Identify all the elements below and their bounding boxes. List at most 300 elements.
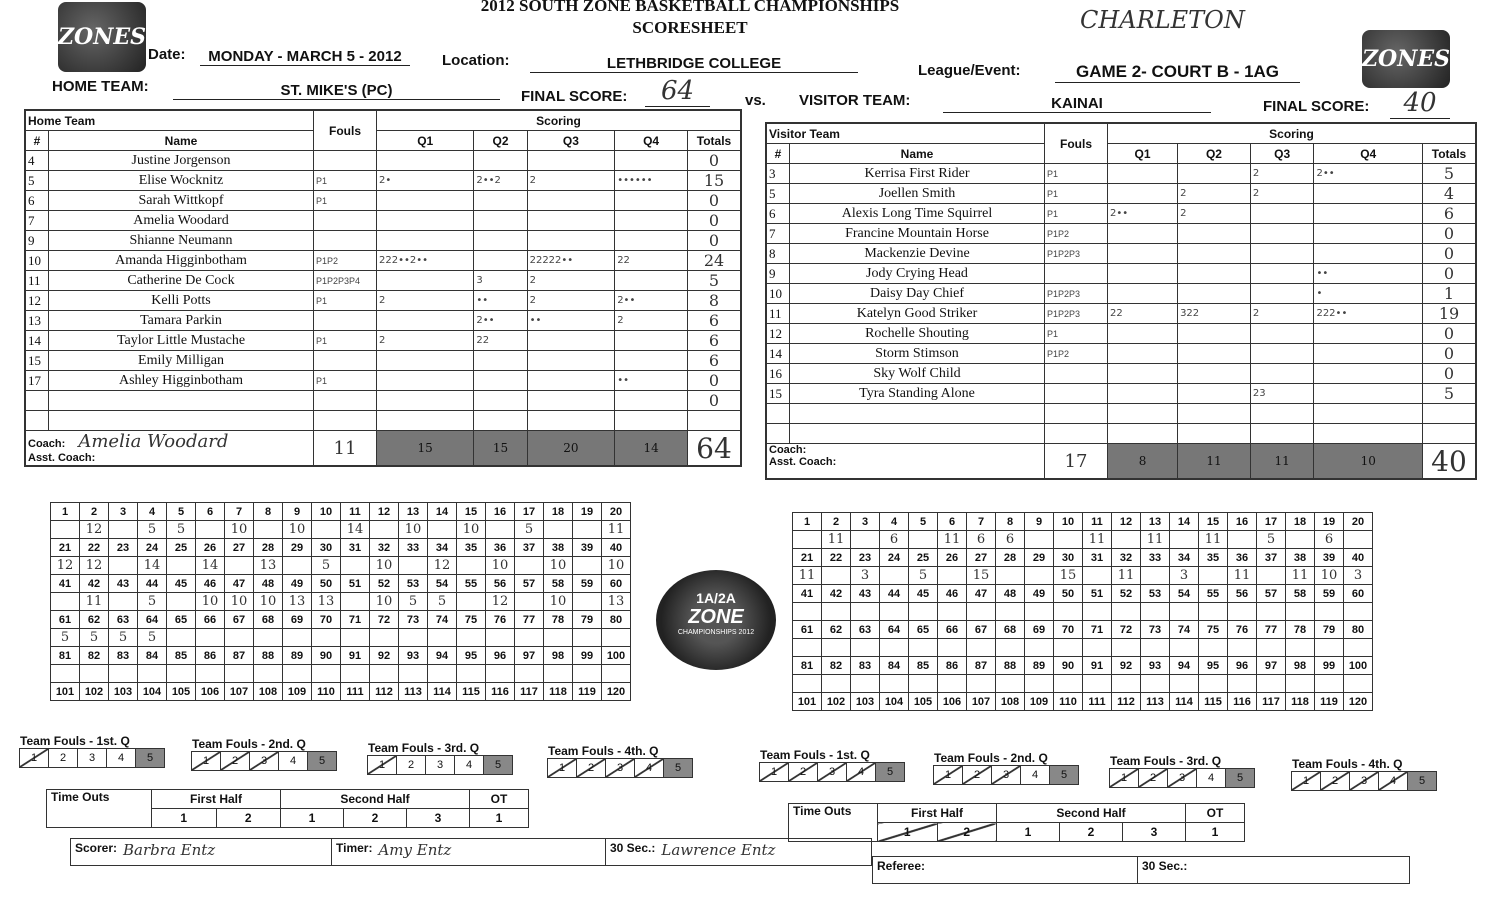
visitor-team-foul-box[interactable]: 2: [1138, 768, 1168, 788]
visitor-team-foul-box[interactable]: 5: [1225, 768, 1255, 788]
running-home-running-mark[interactable]: [486, 629, 515, 647]
running-home-running-mark[interactable]: [486, 665, 515, 683]
running-home-running-mark[interactable]: 12: [80, 521, 109, 539]
running-visitor-running-mark[interactable]: [938, 639, 967, 657]
running-visitor-running-mark[interactable]: 11: [938, 531, 967, 549]
running-home-running-mark[interactable]: 10: [457, 521, 486, 539]
home-player-total: 0: [688, 211, 741, 231]
referee-field[interactable]: [873, 857, 1138, 883]
running-home-running-mark[interactable]: 12: [486, 593, 515, 611]
visitor-fouls-header: Fouls: [1045, 124, 1108, 164]
visitor-to-fh-2[interactable]: 2: [937, 823, 997, 842]
visitor-player-q2: [1178, 224, 1251, 244]
home-to-ot-1[interactable]: 1: [470, 809, 529, 828]
shot-clock-2-field[interactable]: [1138, 857, 1406, 883]
running-visitor-running-mark[interactable]: 6: [996, 531, 1025, 549]
running-visitor-running-mark[interactable]: [1344, 531, 1373, 549]
visitor-team-foul-box[interactable]: 3: [1167, 768, 1197, 788]
running-home-running-mark[interactable]: [254, 521, 283, 539]
running-home-running-mark[interactable]: [312, 629, 341, 647]
visitor-team-foul-box[interactable]: 1: [1291, 771, 1321, 791]
running-visitor-running-mark[interactable]: [793, 531, 822, 549]
running-home-running-mark[interactable]: [544, 629, 573, 647]
running-visitor-running-mark[interactable]: [967, 603, 996, 621]
running-visitor-running-mark[interactable]: [909, 531, 938, 549]
visitor-to-sh-1[interactable]: 1: [997, 823, 1060, 842]
running-visitor-running-mark[interactable]: [1112, 603, 1141, 621]
running-visitor-running-mark[interactable]: [967, 675, 996, 693]
running-home-running-mark[interactable]: 10: [370, 593, 399, 611]
running-visitor-running-mark[interactable]: [967, 639, 996, 657]
running-visitor-running-mark[interactable]: 15: [1054, 567, 1083, 585]
visitor-to-ot-1[interactable]: 1: [1186, 823, 1245, 842]
home-player-q1: [377, 151, 474, 171]
running-home-running-mark[interactable]: [138, 665, 167, 683]
running-home-running-mark[interactable]: [457, 557, 486, 575]
running-visitor-running-mark[interactable]: [938, 603, 967, 621]
running-home-running-mark[interactable]: 5: [399, 593, 428, 611]
visitor-player-name: Rochelle Shouting: [790, 324, 1045, 344]
running-home-running-mark[interactable]: [196, 629, 225, 647]
timer-field[interactable]: [332, 839, 606, 865]
running-home-running-mark[interactable]: [196, 665, 225, 683]
running-home-running-mark[interactable]: 10: [370, 557, 399, 575]
visitor-player-q2: [1178, 264, 1251, 284]
running-visitor-running-mark[interactable]: 3: [1344, 567, 1373, 585]
running-visitor-running-mark[interactable]: [822, 567, 851, 585]
running-home-running-mark[interactable]: [544, 521, 573, 539]
running-visitor-running-mark[interactable]: [1286, 675, 1315, 693]
running-visitor-running-mark[interactable]: [1286, 639, 1315, 657]
home-team-foul-box[interactable]: 4: [454, 755, 484, 775]
running-home-running-number: 120: [602, 683, 631, 701]
running-visitor-running-mark[interactable]: [1141, 567, 1170, 585]
visitor-player-q3: [1250, 224, 1314, 244]
running-home-running-mark[interactable]: [399, 629, 428, 647]
running-visitor-running-mark[interactable]: [1228, 603, 1257, 621]
running-home-running-mark[interactable]: [515, 629, 544, 647]
visitor-team-foul-box[interactable]: 3: [1349, 771, 1379, 791]
running-visitor-running-mark[interactable]: [1228, 531, 1257, 549]
running-visitor-running-mark[interactable]: [822, 639, 851, 657]
running-home-running-mark[interactable]: 10: [283, 521, 312, 539]
running-visitor-running-mark[interactable]: [1315, 639, 1344, 657]
running-home-running-mark[interactable]: 10: [196, 593, 225, 611]
visitor-totals-header: Totals: [1423, 144, 1476, 164]
visitor-team-foul-box[interactable]: 1: [1109, 768, 1139, 788]
home-team-foul-box[interactable]: 5: [663, 758, 693, 778]
running-home-running-mark[interactable]: 5: [167, 521, 196, 539]
running-home-running-mark[interactable]: [428, 629, 457, 647]
home-to-sh-3[interactable]: 3: [407, 809, 470, 828]
home-team-foul-box[interactable]: 5: [307, 751, 337, 771]
running-visitor-running-mark[interactable]: 11: [822, 531, 851, 549]
home-team-foul-box[interactable]: 3: [77, 748, 107, 768]
running-home-running-mark[interactable]: 5: [312, 557, 341, 575]
running-home-running-mark[interactable]: [370, 665, 399, 683]
running-home-running-mark[interactable]: [370, 629, 399, 647]
running-visitor-running-mark[interactable]: [1199, 567, 1228, 585]
running-visitor-running-mark[interactable]: [1286, 531, 1315, 549]
visitor-team-foul-box[interactable]: 2: [962, 765, 992, 785]
running-home-running-mark[interactable]: [225, 629, 254, 647]
running-visitor-running-mark[interactable]: 3: [851, 567, 880, 585]
visitor-team-foul-box[interactable]: 4: [846, 762, 876, 782]
running-home-running-mark[interactable]: 12: [80, 557, 109, 575]
home-team-foul-box[interactable]: 2: [220, 751, 250, 771]
home-team-foul-box[interactable]: 2: [48, 748, 78, 768]
visitor-num-header: #: [767, 144, 790, 164]
running-home-running-mark[interactable]: 5: [138, 521, 167, 539]
running-home-running-mark[interactable]: [167, 629, 196, 647]
running-home-running-mark[interactable]: [80, 665, 109, 683]
home-player-q4: 22: [615, 251, 688, 271]
running-visitor-running-mark[interactable]: [880, 639, 909, 657]
running-visitor-running-mark[interactable]: [1054, 675, 1083, 693]
running-visitor-running-mark[interactable]: 11: [793, 567, 822, 585]
running-home-running-mark[interactable]: [51, 521, 80, 539]
running-visitor-running-mark[interactable]: [1257, 603, 1286, 621]
running-home-running-mark[interactable]: [573, 629, 602, 647]
visitor-team-foul-box[interactable]: 5: [1049, 765, 1079, 785]
running-home-running-mark[interactable]: [457, 629, 486, 647]
running-visitor-running-number: 108: [996, 693, 1025, 711]
running-visitor-running-mark[interactable]: [1344, 675, 1373, 693]
running-visitor-running-number: 28: [996, 549, 1025, 567]
running-home-running-number: 42: [80, 575, 109, 593]
home-q4-total: 14: [615, 431, 688, 466]
running-visitor-running-mark[interactable]: [1025, 603, 1054, 621]
home-to-fh-2[interactable]: 2: [216, 809, 281, 828]
running-home-running-mark[interactable]: [312, 665, 341, 683]
running-home-running-mark[interactable]: 10: [225, 593, 254, 611]
running-visitor-running-mark[interactable]: [1112, 675, 1141, 693]
running-visitor-running-mark[interactable]: [909, 603, 938, 621]
running-visitor-running-mark[interactable]: [996, 567, 1025, 585]
running-visitor-running-mark[interactable]: [1199, 675, 1228, 693]
running-home-running-mark[interactable]: 5: [138, 593, 167, 611]
running-home-running-mark[interactable]: [341, 629, 370, 647]
scorer-label: Scorer:: [75, 841, 118, 855]
running-home-running-mark[interactable]: 5: [109, 629, 138, 647]
running-home-running-mark[interactable]: [457, 593, 486, 611]
running-visitor-running-mark[interactable]: [1344, 639, 1373, 657]
running-home-running-mark[interactable]: [167, 557, 196, 575]
running-visitor-running-mark[interactable]: [1199, 603, 1228, 621]
running-home-running-mark[interactable]: [486, 521, 515, 539]
visitor-player-total: 0: [1423, 324, 1476, 344]
running-home-running-mark[interactable]: [573, 557, 602, 575]
running-home-running-mark[interactable]: 11: [80, 593, 109, 611]
running-home-running-mark[interactable]: [167, 593, 196, 611]
visitor-team-foul-box[interactable]: 2: [788, 762, 818, 782]
running-home-running-mark[interactable]: 10: [544, 557, 573, 575]
visitor-team-foul-box[interactable]: 1: [933, 765, 963, 785]
running-visitor-running-mark[interactable]: 6: [1315, 531, 1344, 549]
home-team-foul-box[interactable]: 1: [367, 755, 397, 775]
running-visitor-running-mark[interactable]: [1112, 531, 1141, 549]
running-home-running-mark[interactable]: [399, 557, 428, 575]
running-visitor-running-mark[interactable]: [1170, 675, 1199, 693]
running-visitor-running-number: 15: [1199, 513, 1228, 531]
running-home-running-mark[interactable]: 13: [602, 593, 631, 611]
visitor-team-foul-box[interactable]: 3: [991, 765, 1021, 785]
running-visitor-running-mark[interactable]: [996, 603, 1025, 621]
visitor-player-q3: 2: [1250, 304, 1314, 324]
running-home-running-mark[interactable]: 10: [399, 521, 428, 539]
running-home-running-mark[interactable]: [283, 557, 312, 575]
running-home-running-mark[interactable]: 10: [254, 593, 283, 611]
home-team-foul-box[interactable]: 1: [547, 758, 577, 778]
running-home-running-mark[interactable]: [602, 629, 631, 647]
home-player-q4: [615, 151, 688, 171]
running-visitor-running-mark[interactable]: [1025, 531, 1054, 549]
running-home-running-mark[interactable]: 14: [138, 557, 167, 575]
running-home-running-mark[interactable]: [109, 593, 138, 611]
home-to-fh-1[interactable]: 1: [152, 809, 217, 828]
running-home-running-mark[interactable]: 5: [138, 629, 167, 647]
home-player-row: [26, 251, 741, 271]
running-visitor-running-mark[interactable]: [1083, 675, 1112, 693]
running-visitor-running-mark[interactable]: [1315, 675, 1344, 693]
running-home-running-number: 107: [225, 683, 254, 701]
home-team-foul-box[interactable]: 3: [605, 758, 635, 778]
running-visitor-running-mark[interactable]: [1228, 675, 1257, 693]
running-visitor-running-number: 37: [1257, 549, 1286, 567]
running-home-running-mark[interactable]: 12: [428, 557, 457, 575]
home-team-foul-box[interactable]: 3: [425, 755, 455, 775]
running-visitor-running-mark[interactable]: [1257, 675, 1286, 693]
running-visitor-running-mark[interactable]: [793, 675, 822, 693]
running-home-running-mark[interactable]: [109, 521, 138, 539]
running-home-running-mark[interactable]: [370, 521, 399, 539]
running-visitor-running-mark[interactable]: [1199, 639, 1228, 657]
home-player-number: 14: [26, 331, 49, 351]
running-visitor-running-mark[interactable]: [1170, 531, 1199, 549]
running-visitor-running-mark[interactable]: [1083, 603, 1112, 621]
visitor-to-fh-1[interactable]: 1: [878, 823, 938, 842]
running-visitor-running-mark[interactable]: [1025, 675, 1054, 693]
home-final-label: FINAL SCORE:: [521, 88, 628, 105]
running-home-running-mark[interactable]: 14: [196, 557, 225, 575]
running-home-running-mark[interactable]: 13: [254, 557, 283, 575]
running-visitor-running-mark[interactable]: [1170, 603, 1199, 621]
visitor-grand-total: 40: [1423, 444, 1476, 479]
running-visitor-running-mark[interactable]: 3: [1170, 567, 1199, 585]
running-home-running-mark[interactable]: 10: [602, 557, 631, 575]
running-home-running-mark[interactable]: [225, 665, 254, 683]
running-home-running-mark[interactable]: 13: [283, 593, 312, 611]
running-visitor-running-mark[interactable]: [909, 639, 938, 657]
running-visitor-running-mark[interactable]: [1054, 531, 1083, 549]
running-home-running-number: 43: [109, 575, 138, 593]
shot-clock-field[interactable]: [606, 839, 864, 865]
running-visitor-running-mark[interactable]: [1286, 603, 1315, 621]
running-visitor-running-mark[interactable]: [822, 675, 851, 693]
running-visitor-running-mark[interactable]: 5: [909, 567, 938, 585]
running-home-running-mark[interactable]: [225, 557, 254, 575]
scorer-field[interactable]: [71, 839, 332, 865]
running-visitor-running-mark[interactable]: [938, 567, 967, 585]
running-visitor-running-mark[interactable]: [996, 675, 1025, 693]
home-to-sh-1[interactable]: 1: [281, 809, 344, 828]
running-home-running-mark[interactable]: 5: [80, 629, 109, 647]
running-visitor-running-number: 76: [1228, 621, 1257, 639]
running-home-running-mark[interactable]: 10: [544, 593, 573, 611]
running-visitor-running-mark[interactable]: [793, 603, 822, 621]
running-visitor-running-mark[interactable]: [1141, 639, 1170, 657]
running-home-running-mark[interactable]: [283, 629, 312, 647]
home-team-foul-box[interactable]: 5: [483, 755, 513, 775]
running-visitor-running-mark[interactable]: [1054, 639, 1083, 657]
running-visitor-running-mark[interactable]: [880, 675, 909, 693]
running-home-running-mark[interactable]: [573, 593, 602, 611]
visitor-player-q4: [1314, 184, 1423, 204]
running-visitor-running-number: 9: [1025, 513, 1054, 531]
running-visitor-running-number: 66: [938, 621, 967, 639]
home-team-foul-box[interactable]: 2: [576, 758, 606, 778]
visitor-team-foul-box[interactable]: 4: [1196, 768, 1226, 788]
running-home-running-mark[interactable]: [254, 629, 283, 647]
visitor-final-score: 40: [1390, 88, 1450, 119]
running-visitor-running-mark[interactable]: [851, 531, 880, 549]
running-visitor-running-mark[interactable]: [822, 603, 851, 621]
running-visitor-running-mark[interactable]: [1315, 603, 1344, 621]
running-visitor-running-number: 62: [822, 621, 851, 639]
running-visitor-running-mark[interactable]: [1054, 603, 1083, 621]
running-visitor-running-mark[interactable]: [851, 603, 880, 621]
running-visitor-running-mark[interactable]: [938, 675, 967, 693]
home-player-q3: 2: [527, 291, 615, 311]
running-visitor-running-mark[interactable]: [1112, 639, 1141, 657]
running-visitor-running-mark[interactable]: [1025, 567, 1054, 585]
running-home-running-mark[interactable]: 10: [225, 521, 254, 539]
running-visitor-running-mark[interactable]: [793, 639, 822, 657]
home-team-foul-box[interactable]: 5: [135, 748, 165, 768]
running-home-running-mark[interactable]: [341, 557, 370, 575]
running-home-running-mark[interactable]: 5: [51, 629, 80, 647]
running-visitor-running-mark[interactable]: [1025, 639, 1054, 657]
running-visitor-running-mark[interactable]: [909, 675, 938, 693]
running-home-running-mark[interactable]: [283, 665, 312, 683]
visitor-player-row: [767, 304, 1476, 324]
running-home-running-number: 29: [283, 539, 312, 557]
running-visitor-running-mark[interactable]: [880, 603, 909, 621]
running-home-running-mark[interactable]: [51, 593, 80, 611]
home-team-foul-box[interactable]: 4: [106, 748, 136, 768]
visitor-player-q2: [1178, 284, 1251, 304]
running-home-running-mark[interactable]: [428, 665, 457, 683]
running-home-running-mark[interactable]: [312, 521, 341, 539]
running-visitor-running-number: 95: [1199, 657, 1228, 675]
running-home-running-mark[interactable]: [573, 665, 602, 683]
visitor-team-foul-box[interactable]: 5: [1407, 771, 1437, 791]
running-visitor-running-mark[interactable]: [1344, 603, 1373, 621]
running-visitor-running-mark[interactable]: 15: [967, 567, 996, 585]
running-visitor-running-mark[interactable]: [1141, 675, 1170, 693]
running-home-running-mark[interactable]: [428, 521, 457, 539]
visitor-timeouts: [788, 803, 1245, 842]
running-home-running-mark[interactable]: [515, 593, 544, 611]
visitor-to-sh-3[interactable]: 3: [1123, 823, 1186, 842]
running-home-running-mark[interactable]: [109, 665, 138, 683]
home-team-foul-box[interactable]: 4: [278, 751, 308, 771]
running-visitor-running-mark[interactable]: 11: [1141, 531, 1170, 549]
running-visitor-running-mark[interactable]: [1141, 603, 1170, 621]
home-team-fouls-boxes: [20, 748, 165, 768]
running-visitor-running-mark[interactable]: [880, 567, 909, 585]
running-visitor-running-mark[interactable]: 11: [1083, 531, 1112, 549]
running-visitor-running-mark[interactable]: [851, 639, 880, 657]
home-team-foul-box[interactable]: 1: [191, 751, 221, 771]
home-team-foul-box[interactable]: 1: [19, 748, 49, 768]
running-home-running-mark[interactable]: [544, 665, 573, 683]
running-visitor-running-mark[interactable]: [1257, 639, 1286, 657]
running-home-running-mark[interactable]: [457, 665, 486, 683]
running-visitor-running-number: 4: [880, 513, 909, 531]
visitor-player-q3: [1250, 244, 1314, 264]
running-visitor-running-mark[interactable]: 11: [1286, 567, 1315, 585]
running-home-running-mark[interactable]: [515, 665, 544, 683]
running-home-running-mark[interactable]: [573, 521, 602, 539]
running-home-running-mark[interactable]: [341, 665, 370, 683]
running-home-running-mark[interactable]: [254, 665, 283, 683]
running-home-running-mark[interactable]: 11: [602, 521, 631, 539]
running-visitor-running-mark[interactable]: [1083, 639, 1112, 657]
running-home-running-mark[interactable]: [51, 665, 80, 683]
running-visitor-running-mark[interactable]: 11: [1112, 567, 1141, 585]
running-visitor-running-mark[interactable]: 6: [880, 531, 909, 549]
running-home-running-mark[interactable]: [196, 521, 225, 539]
home-team-foul-box[interactable]: 4: [634, 758, 664, 778]
running-visitor-running-mark[interactable]: [996, 639, 1025, 657]
running-visitor-running-mark[interactable]: 10: [1315, 567, 1344, 585]
running-visitor-running-number: 72: [1112, 621, 1141, 639]
running-visitor-running-mark[interactable]: 5: [1257, 531, 1286, 549]
running-visitor-running-mark[interactable]: [1228, 639, 1257, 657]
running-home-running-mark[interactable]: 10: [486, 557, 515, 575]
home-team-foul-box[interactable]: 3: [249, 751, 279, 771]
running-visitor-running-mark[interactable]: [1083, 567, 1112, 585]
running-home-running-mark[interactable]: [602, 665, 631, 683]
running-home-running-mark[interactable]: 14: [341, 521, 370, 539]
running-visitor-running-mark[interactable]: [1257, 567, 1286, 585]
running-home-running-mark[interactable]: 12: [51, 557, 80, 575]
visitor-team-foul-box[interactable]: 3: [817, 762, 847, 782]
visitor-team-foul-box[interactable]: 2: [1320, 771, 1350, 791]
running-visitor-running-mark[interactable]: [851, 675, 880, 693]
visitor-team-foul-box[interactable]: 1: [759, 762, 789, 782]
running-home-running-mark[interactable]: [515, 557, 544, 575]
home-to-sh-2[interactable]: 2: [344, 809, 407, 828]
running-visitor-running-mark[interactable]: 6: [967, 531, 996, 549]
visitor-team-foul-box[interactable]: 4: [1020, 765, 1050, 785]
running-home-running-mark[interactable]: 5: [428, 593, 457, 611]
visitor-team-foul-box[interactable]: 5: [875, 762, 905, 782]
running-home-running-mark[interactable]: 13: [312, 593, 341, 611]
running-visitor-running-mark[interactable]: 11: [1199, 531, 1228, 549]
running-home-running-mark[interactable]: [167, 665, 196, 683]
running-visitor-running-mark[interactable]: [1170, 639, 1199, 657]
running-home-running-mark[interactable]: [399, 665, 428, 683]
running-home-running-mark[interactable]: [341, 593, 370, 611]
home-team-foul-box[interactable]: 2: [396, 755, 426, 775]
running-visitor-running-mark[interactable]: 11: [1228, 567, 1257, 585]
running-home-running-mark[interactable]: [109, 557, 138, 575]
visitor-to-sh-2[interactable]: 2: [1060, 823, 1123, 842]
running-home-running-mark[interactable]: 5: [515, 521, 544, 539]
visitor-team-foul-box[interactable]: 4: [1378, 771, 1408, 791]
